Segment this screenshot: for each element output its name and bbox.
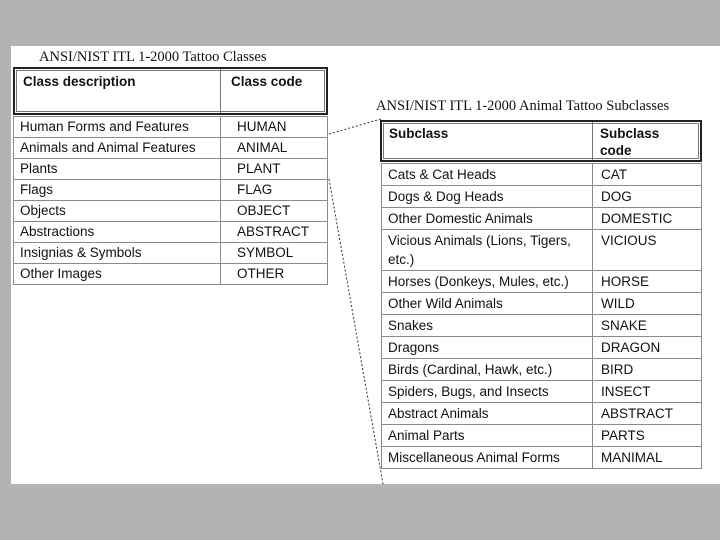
subclass-code-cell: SNAKE (593, 315, 702, 337)
class-code-cell: ANIMAL (221, 138, 328, 159)
class-description-cell: Flags (14, 180, 221, 201)
class-description-cell: Animals and Animal Features (14, 138, 221, 159)
subclass-name-cell: Abstract Animals (382, 403, 593, 425)
subclass-code-cell: HORSE (593, 271, 702, 293)
connector-lines (11, 46, 720, 484)
subclass-code-cell: WILD (593, 293, 702, 315)
subclass-name-cell: Other Wild Animals (382, 293, 593, 315)
subclass-code-cell: CAT (593, 164, 702, 186)
document-slide (11, 46, 720, 484)
subclasses-table-caption: ANSI/NIST ITL 1-2000 Animal Tattoo Subclasses (376, 98, 670, 114)
header-class-description: Class description (23, 74, 136, 89)
subclass-name-cell: Other Domestic Animals (382, 208, 593, 230)
header-class-code: Class code (231, 74, 303, 89)
class-code-cell: ABSTRACT (221, 222, 328, 243)
subclass-code-cell: DOMESTIC (593, 208, 702, 230)
class-code-cell: SYMBOL (221, 243, 328, 264)
subclass-code-cell: DRAGON (593, 337, 702, 359)
subclass-name-cell: Dragons (382, 337, 593, 359)
classes-table-caption: ANSI/NIST ITL 1-2000 Tattoo Classes (39, 49, 267, 65)
subclass-code-cell: VICIOUS (593, 230, 702, 271)
class-code-cell: OTHER (221, 264, 328, 285)
class-code-cell: HUMAN (221, 117, 328, 138)
subclass-code-cell: DOG (593, 186, 702, 208)
class-code-cell: OBJECT (221, 201, 328, 222)
subclass-name-cell: Horses (Donkeys, Mules, etc.) (382, 271, 593, 293)
subclass-name-cell: Animal Parts (382, 425, 593, 447)
class-description-cell: Insignias & Symbols (14, 243, 221, 264)
subclass-code-cell: BIRD (593, 359, 702, 381)
header-subclass-code: Subclass code (600, 126, 660, 158)
subclass-name-cell: Spiders, Bugs, and Insects (382, 381, 593, 403)
connector-line-bottom (329, 179, 383, 484)
class-description-cell: Other Images (14, 264, 221, 285)
subclass-code-cell: ABSTRACT (593, 403, 702, 425)
subclass-name-cell: Cats & Cat Heads (382, 164, 593, 186)
subclass-code-cell: PARTS (593, 425, 702, 447)
class-description-cell: Abstractions (14, 222, 221, 243)
header-subclass: Subclass (389, 126, 449, 141)
subclass-name-cell: Dogs & Dog Heads (382, 186, 593, 208)
class-code-cell: FLAG (221, 180, 328, 201)
class-description-cell: Plants (14, 159, 221, 180)
class-description-cell: Objects (14, 201, 221, 222)
subclass-name-cell: Birds (Cardinal, Hawk, etc.) (382, 359, 593, 381)
subclass-name-cell: Vicious Animals (Lions, Tigers, etc.) (382, 230, 593, 271)
subclass-code-cell: MANIMAL (593, 447, 702, 469)
subclass-code-cell: INSECT (593, 381, 702, 403)
class-description-cell: Human Forms and Features (14, 117, 221, 138)
subclass-name-cell: Miscellaneous Animal Forms (382, 447, 593, 469)
connector-line-top (329, 119, 381, 134)
class-code-cell: PLANT (221, 159, 328, 180)
subclass-name-cell: Snakes (382, 315, 593, 337)
